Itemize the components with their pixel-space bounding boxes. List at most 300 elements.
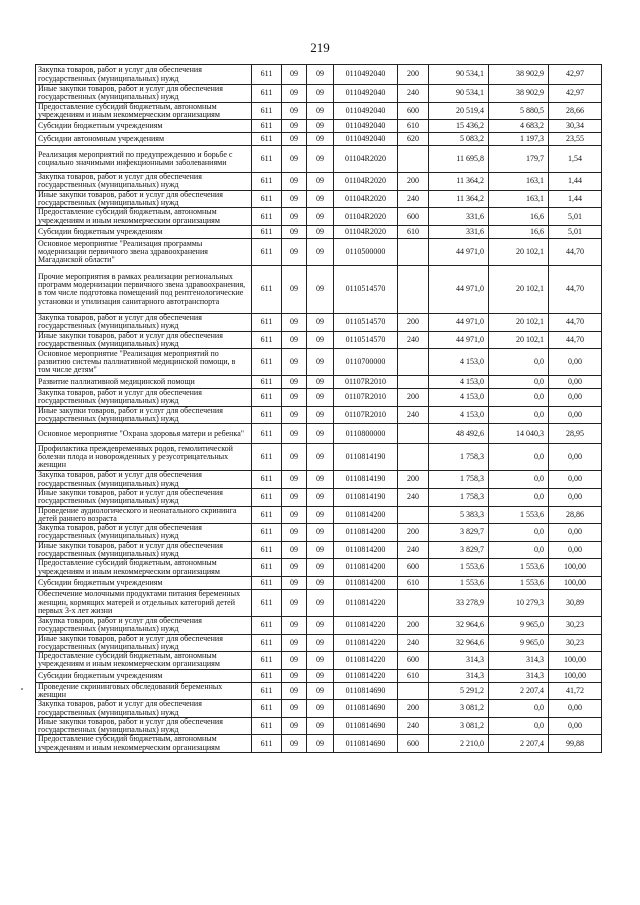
- row-expense-type: 600: [398, 208, 429, 226]
- row-subsection: 09: [307, 444, 334, 471]
- row-target-article: 0110492040: [334, 133, 398, 146]
- row-executed-amount: 20 102,1: [489, 313, 549, 331]
- row-executed-amount: 38 902,9: [489, 65, 549, 85]
- row-target-article: 01107R2010: [334, 389, 398, 407]
- row-executed-amount: 0,0: [489, 389, 549, 407]
- row-admin-code: 611: [252, 331, 282, 349]
- row-expense-type: 200: [398, 65, 429, 85]
- table-row: [36, 173, 602, 191]
- row-name: Иные закупки товаров, работ и услуг для обеспечения государственных (муниципальных) нужд: [36, 634, 252, 652]
- row-subsection: 09: [307, 506, 334, 524]
- row-name: Основное мероприятие "Реализация программы модернизации первичного звена здравоохранения Магаданской области": [36, 238, 252, 265]
- row-executed-amount: 1 553,6: [489, 559, 549, 577]
- row-expense-type: [398, 265, 429, 313]
- row-admin-code: 611: [252, 717, 282, 735]
- row-execution-percent: 0,00: [549, 376, 602, 389]
- row-execution-percent: 1,44: [549, 173, 602, 191]
- row-approved-amount: 4 153,0: [429, 406, 489, 424]
- row-execution-percent: 28,86: [549, 506, 602, 524]
- row-target-article: 01107R2010: [334, 406, 398, 424]
- row-name: Закупка товаров, работ и услуг для обеспечения государственных (муниципальных) нужд: [36, 700, 252, 718]
- row-approved-amount: 20 519,4: [429, 102, 489, 120]
- row-section: 09: [282, 389, 307, 407]
- row-subsection: 09: [307, 682, 334, 700]
- row-name: Иные закупки товаров, работ и услуг для обеспечения государственных (муниципальных) нужд: [36, 85, 252, 103]
- table-row: [36, 506, 602, 524]
- row-target-article: 01104R2020: [334, 173, 398, 191]
- table-row: [36, 669, 602, 682]
- row-execution-percent: 100,00: [549, 576, 602, 589]
- table-row: [36, 85, 602, 103]
- row-section: 09: [282, 634, 307, 652]
- row-target-article: 01107R2010: [334, 376, 398, 389]
- row-section: 09: [282, 146, 307, 173]
- row-executed-amount: 0,0: [489, 376, 549, 389]
- row-section: 09: [282, 506, 307, 524]
- row-subsection: 09: [307, 190, 334, 208]
- row-admin-code: 611: [252, 634, 282, 652]
- row-approved-amount: 4 153,0: [429, 349, 489, 376]
- row-admin-code: 611: [252, 559, 282, 577]
- row-section: 09: [282, 65, 307, 85]
- row-approved-amount: 3 081,2: [429, 717, 489, 735]
- table-row: [36, 120, 602, 133]
- table-row: [36, 682, 602, 700]
- row-approved-amount: 44 971,0: [429, 313, 489, 331]
- row-expense-type: 200: [398, 524, 429, 542]
- row-executed-amount: 179,7: [489, 146, 549, 173]
- row-executed-amount: 2 207,4: [489, 735, 549, 753]
- row-name: Субсидии автономным учреждениям: [36, 133, 252, 146]
- row-execution-percent: 1,44: [549, 190, 602, 208]
- row-section: 09: [282, 238, 307, 265]
- row-execution-percent: 30,89: [549, 589, 602, 616]
- row-expense-type: 240: [398, 541, 429, 559]
- table-row: [36, 524, 602, 542]
- row-section: 09: [282, 524, 307, 542]
- row-executed-amount: 0,0: [489, 524, 549, 542]
- row-expense-type: 600: [398, 735, 429, 753]
- row-subsection: 09: [307, 616, 334, 634]
- row-execution-percent: 0,00: [549, 349, 602, 376]
- row-subsection: 09: [307, 700, 334, 718]
- row-expense-type: 200: [398, 616, 429, 634]
- row-section: 09: [282, 225, 307, 238]
- row-subsection: 09: [307, 85, 334, 103]
- table-row: [36, 133, 602, 146]
- row-target-article: 01104R2020: [334, 225, 398, 238]
- row-execution-percent: 100,00: [549, 669, 602, 682]
- row-name: Прочие мероприятия в рамках реализации региональных программ модернизации первичного звена здравоохранения, в том числе подготовка помещений под рентгенологические установки и утилизация санитарного автотранспорта: [36, 265, 252, 313]
- row-target-article: 0110814190: [334, 471, 398, 489]
- row-subsection: 09: [307, 133, 334, 146]
- row-expense-type: [398, 682, 429, 700]
- row-expense-type: 620: [398, 133, 429, 146]
- table-row: [36, 717, 602, 735]
- row-approved-amount: 11 695,8: [429, 146, 489, 173]
- row-expense-type: [398, 349, 429, 376]
- row-section: 09: [282, 669, 307, 682]
- row-target-article: 01104R2020: [334, 190, 398, 208]
- row-execution-percent: 42,97: [549, 65, 602, 85]
- row-section: 09: [282, 349, 307, 376]
- row-execution-percent: 44,70: [549, 331, 602, 349]
- row-admin-code: 611: [252, 471, 282, 489]
- row-expense-type: [398, 444, 429, 471]
- row-name: Предоставление субсидий бюджетным, автономным учреждениям и иным некоммерческим организациям: [36, 208, 252, 226]
- row-subsection: 09: [307, 735, 334, 753]
- row-executed-amount: 20 102,1: [489, 265, 549, 313]
- row-name: Реализация мероприятий по предупреждению и борьбе с социально значимыми инфекционными заболеваниями: [36, 146, 252, 173]
- row-target-article: 0110814690: [334, 717, 398, 735]
- row-admin-code: 611: [252, 424, 282, 444]
- row-execution-percent: 30,23: [549, 634, 602, 652]
- row-section: 09: [282, 471, 307, 489]
- row-target-article: 0110814220: [334, 589, 398, 616]
- row-subsection: 09: [307, 717, 334, 735]
- table-row: [36, 652, 602, 670]
- row-target-article: 01104R2020: [334, 146, 398, 173]
- row-execution-percent: 0,00: [549, 488, 602, 506]
- page-number: 219: [310, 40, 330, 55]
- row-subsection: 09: [307, 406, 334, 424]
- row-subsection: 09: [307, 238, 334, 265]
- row-expense-type: 200: [398, 313, 429, 331]
- row-executed-amount: 9 965,0: [489, 616, 549, 634]
- row-section: 09: [282, 424, 307, 444]
- budget-table: [35, 64, 602, 753]
- row-section: 09: [282, 616, 307, 634]
- row-approved-amount: 4 153,0: [429, 376, 489, 389]
- row-subsection: 09: [307, 146, 334, 173]
- row-section: 09: [282, 488, 307, 506]
- row-admin-code: 611: [252, 120, 282, 133]
- table-row: [36, 634, 602, 652]
- row-section: 09: [282, 700, 307, 718]
- row-admin-code: 611: [252, 589, 282, 616]
- row-subsection: 09: [307, 65, 334, 85]
- row-approved-amount: 1 553,6: [429, 559, 489, 577]
- row-approved-amount: 48 492,6: [429, 424, 489, 444]
- row-name: Развитие паллиативной медицинской помощи: [36, 376, 252, 389]
- row-name: Иные закупки товаров, работ и услуг для обеспечения государственных (муниципальных) нужд: [36, 488, 252, 506]
- row-section: 09: [282, 173, 307, 191]
- row-admin-code: 611: [252, 524, 282, 542]
- row-executed-amount: 163,1: [489, 173, 549, 191]
- row-name: Предоставление субсидий бюджетным, автономным учреждениям и иным некоммерческим организациям: [36, 102, 252, 120]
- row-executed-amount: 0,0: [489, 444, 549, 471]
- row-name: Обеспечение молочными продуктами питания беременных женщин, кормящих матерей и отдельных категорий детей первых 3-х лет жизни: [36, 589, 252, 616]
- row-admin-code: 611: [252, 376, 282, 389]
- row-section: 09: [282, 541, 307, 559]
- row-target-article: 0110814190: [334, 444, 398, 471]
- row-section: 09: [282, 265, 307, 313]
- row-expense-type: 600: [398, 559, 429, 577]
- row-approved-amount: 2 210,0: [429, 735, 489, 753]
- row-executed-amount: 163,1: [489, 190, 549, 208]
- table-row: [36, 576, 602, 589]
- row-expense-type: 610: [398, 576, 429, 589]
- row-approved-amount: 90 534,1: [429, 85, 489, 103]
- row-execution-percent: 100,00: [549, 559, 602, 577]
- row-executed-amount: 20 102,1: [489, 331, 549, 349]
- row-subsection: 09: [307, 634, 334, 652]
- row-section: 09: [282, 717, 307, 735]
- row-approved-amount: 15 436,2: [429, 120, 489, 133]
- row-subsection: 09: [307, 471, 334, 489]
- row-target-article: 0110500000: [334, 238, 398, 265]
- row-admin-code: 611: [252, 406, 282, 424]
- row-subsection: 09: [307, 424, 334, 444]
- row-approved-amount: 90 534,1: [429, 65, 489, 85]
- table-row: [36, 146, 602, 173]
- row-subsection: 09: [307, 225, 334, 238]
- table-row: [36, 225, 602, 238]
- table-row: [36, 616, 602, 634]
- row-name: Предоставление субсидий бюджетным, автономным учреждениям и иным некоммерческим организациям: [36, 735, 252, 753]
- row-admin-code: 611: [252, 238, 282, 265]
- row-section: 09: [282, 406, 307, 424]
- row-section: 09: [282, 120, 307, 133]
- table-row: [36, 376, 602, 389]
- row-name: Субсидии бюджетным учреждениям: [36, 120, 252, 133]
- row-expense-type: 240: [398, 717, 429, 735]
- table-row: [36, 471, 602, 489]
- table-row: [36, 65, 602, 85]
- row-approved-amount: 5 291,2: [429, 682, 489, 700]
- row-expense-type: 610: [398, 669, 429, 682]
- row-subsection: 09: [307, 208, 334, 226]
- row-name: Субсидии бюджетным учреждениям: [36, 225, 252, 238]
- row-expense-type: 600: [398, 102, 429, 120]
- row-approved-amount: 44 971,0: [429, 238, 489, 265]
- row-expense-type: 240: [398, 488, 429, 506]
- row-target-article: 0110814200: [334, 559, 398, 577]
- row-admin-code: 611: [252, 682, 282, 700]
- row-execution-percent: 0,00: [549, 541, 602, 559]
- table-row: [36, 349, 602, 376]
- row-name: Проведение аудиологического и неонатального скрининга детей раннего возраста: [36, 506, 252, 524]
- row-execution-percent: 30,23: [549, 616, 602, 634]
- row-executed-amount: 10 279,3: [489, 589, 549, 616]
- row-admin-code: 611: [252, 208, 282, 226]
- table-row: [36, 238, 602, 265]
- row-admin-code: 611: [252, 146, 282, 173]
- row-subsection: 09: [307, 652, 334, 670]
- row-executed-amount: 14 040,3: [489, 424, 549, 444]
- row-expense-type: 600: [398, 652, 429, 670]
- row-executed-amount: 4 683,2: [489, 120, 549, 133]
- row-name: Субсидии бюджетным учреждениям: [36, 576, 252, 589]
- row-execution-percent: 28,95: [549, 424, 602, 444]
- row-expense-type: [398, 589, 429, 616]
- row-execution-percent: 1,54: [549, 146, 602, 173]
- row-approved-amount: 5 383,3: [429, 506, 489, 524]
- row-expense-type: 200: [398, 173, 429, 191]
- row-execution-percent: 23,55: [549, 133, 602, 146]
- row-executed-amount: 0,0: [489, 541, 549, 559]
- table-row: [36, 488, 602, 506]
- row-subsection: 09: [307, 349, 334, 376]
- row-section: 09: [282, 313, 307, 331]
- table-row: [36, 406, 602, 424]
- row-subsection: 09: [307, 102, 334, 120]
- row-admin-code: 611: [252, 576, 282, 589]
- row-target-article: 0110514570: [334, 265, 398, 313]
- row-target-article: 0110814200: [334, 541, 398, 559]
- row-admin-code: 611: [252, 190, 282, 208]
- row-expense-type: 240: [398, 331, 429, 349]
- row-subsection: 09: [307, 389, 334, 407]
- table-row: [36, 541, 602, 559]
- row-name: Иные закупки товаров, работ и услуг для обеспечения государственных (муниципальных) нужд: [36, 717, 252, 735]
- row-approved-amount: 1 758,3: [429, 488, 489, 506]
- row-admin-code: 611: [252, 488, 282, 506]
- row-subsection: 09: [307, 576, 334, 589]
- row-subsection: 09: [307, 173, 334, 191]
- row-admin-code: 611: [252, 506, 282, 524]
- row-admin-code: 611: [252, 616, 282, 634]
- row-target-article: 0110814220: [334, 634, 398, 652]
- row-admin-code: 611: [252, 225, 282, 238]
- row-expense-type: [398, 424, 429, 444]
- row-execution-percent: 0,00: [549, 444, 602, 471]
- row-executed-amount: 314,3: [489, 652, 549, 670]
- row-name: Субсидии бюджетным учреждениям: [36, 669, 252, 682]
- row-target-article: 0110514570: [334, 313, 398, 331]
- row-name: Закупка товаров, работ и услуг для обеспечения государственных (муниципальных) нужд: [36, 616, 252, 634]
- row-admin-code: 611: [252, 389, 282, 407]
- row-section: 09: [282, 682, 307, 700]
- row-subsection: 09: [307, 589, 334, 616]
- row-target-article: 0110492040: [334, 85, 398, 103]
- table-row: [36, 265, 602, 313]
- row-section: 09: [282, 444, 307, 471]
- row-execution-percent: 100,00: [549, 652, 602, 670]
- row-expense-type: 240: [398, 85, 429, 103]
- row-target-article: 01104R2020: [334, 208, 398, 226]
- row-name: Иные закупки товаров, работ и услуг для обеспечения государственных (муниципальных) нужд: [36, 331, 252, 349]
- row-target-article: 0110814220: [334, 669, 398, 682]
- row-section: 09: [282, 331, 307, 349]
- row-target-article: 0110814200: [334, 576, 398, 589]
- table-row: [36, 331, 602, 349]
- row-executed-amount: 0,0: [489, 717, 549, 735]
- row-execution-percent: 41,72: [549, 682, 602, 700]
- row-executed-amount: 16,6: [489, 208, 549, 226]
- row-target-article: 0110800000: [334, 424, 398, 444]
- row-section: 09: [282, 652, 307, 670]
- row-admin-code: 611: [252, 669, 282, 682]
- row-name: Предоставление субсидий бюджетным, автономным учреждениям и иным некоммерческим организациям: [36, 652, 252, 670]
- row-approved-amount: 3 081,2: [429, 700, 489, 718]
- row-subsection: 09: [307, 524, 334, 542]
- row-admin-code: 611: [252, 735, 282, 753]
- row-expense-type: 610: [398, 120, 429, 133]
- row-name: Профилактика преждевременных родов, гемолитической болезни плода и новорожденных у резусотрицательных женщин: [36, 444, 252, 471]
- row-approved-amount: 33 278,9: [429, 589, 489, 616]
- row-execution-percent: 0,00: [549, 524, 602, 542]
- table-row: [36, 102, 602, 120]
- row-name: Закупка товаров, работ и услуг для обеспечения государственных (муниципальных) нужд: [36, 65, 252, 85]
- table-row: [36, 190, 602, 208]
- row-admin-code: 611: [252, 173, 282, 191]
- row-section: 09: [282, 735, 307, 753]
- row-admin-code: 611: [252, 65, 282, 85]
- row-approved-amount: 3 829,7: [429, 524, 489, 542]
- row-execution-percent: 0,00: [549, 471, 602, 489]
- table-row: [36, 424, 602, 444]
- row-section: 09: [282, 376, 307, 389]
- row-approved-amount: 32 964,6: [429, 616, 489, 634]
- row-execution-percent: 5,01: [549, 225, 602, 238]
- row-target-article: 0110814200: [334, 506, 398, 524]
- row-expense-type: [398, 376, 429, 389]
- row-expense-type: [398, 146, 429, 173]
- row-name: Закупка товаров, работ и услуг для обеспечения государственных (муниципальных) нужд: [36, 173, 252, 191]
- row-admin-code: 611: [252, 444, 282, 471]
- row-name: Основное мероприятие "Реализация мероприятий по развитию системы паллиативной медицинской помощи, в том числе детям": [36, 349, 252, 376]
- row-approved-amount: 4 153,0: [429, 389, 489, 407]
- row-execution-percent: 0,00: [549, 717, 602, 735]
- row-approved-amount: 1 758,3: [429, 444, 489, 471]
- row-section: 09: [282, 133, 307, 146]
- row-expense-type: 240: [398, 634, 429, 652]
- row-target-article: 0110814200: [334, 524, 398, 542]
- row-section: 09: [282, 589, 307, 616]
- row-subsection: 09: [307, 265, 334, 313]
- row-name: Закупка товаров, работ и услуг для обеспечения государственных (муниципальных) нужд: [36, 524, 252, 542]
- row-executed-amount: 9 965,0: [489, 634, 549, 652]
- row-expense-type: 610: [398, 225, 429, 238]
- row-subsection: 09: [307, 669, 334, 682]
- row-name: Закупка товаров, работ и услуг для обеспечения государственных (муниципальных) нужд: [36, 389, 252, 407]
- row-subsection: 09: [307, 559, 334, 577]
- row-name: Закупка товаров, работ и услуг для обеспечения государственных (муниципальных) нужд: [36, 313, 252, 331]
- row-admin-code: 611: [252, 85, 282, 103]
- row-executed-amount: 5 880,5: [489, 102, 549, 120]
- row-name: Иные закупки товаров, работ и услуг для обеспечения государственных (муниципальных) нужд: [36, 190, 252, 208]
- row-executed-amount: 0,0: [489, 471, 549, 489]
- row-name: Закупка товаров, работ и услуг для обеспечения государственных (муниципальных) нужд: [36, 471, 252, 489]
- row-execution-percent: 28,66: [549, 102, 602, 120]
- row-approved-amount: 331,6: [429, 208, 489, 226]
- row-approved-amount: 314,3: [429, 652, 489, 670]
- scan-speck: [21, 688, 23, 690]
- row-approved-amount: 44 971,0: [429, 265, 489, 313]
- row-admin-code: 611: [252, 652, 282, 670]
- row-expense-type: [398, 238, 429, 265]
- row-executed-amount: 0,0: [489, 349, 549, 376]
- row-approved-amount: 3 829,7: [429, 541, 489, 559]
- row-admin-code: 611: [252, 349, 282, 376]
- row-section: 09: [282, 559, 307, 577]
- row-executed-amount: 38 902,9: [489, 85, 549, 103]
- row-approved-amount: 44 971,0: [429, 331, 489, 349]
- row-executed-amount: 0,0: [489, 700, 549, 718]
- row-name: Проведение скрининговых обследований беременных женщин: [36, 682, 252, 700]
- row-target-article: 0110492040: [334, 120, 398, 133]
- row-executed-amount: 314,3: [489, 669, 549, 682]
- row-subsection: 09: [307, 488, 334, 506]
- row-subsection: 09: [307, 313, 334, 331]
- row-subsection: 09: [307, 331, 334, 349]
- row-execution-percent: 5,01: [549, 208, 602, 226]
- row-executed-amount: 20 102,1: [489, 238, 549, 265]
- row-approved-amount: 314,3: [429, 669, 489, 682]
- row-subsection: 09: [307, 541, 334, 559]
- row-expense-type: 240: [398, 406, 429, 424]
